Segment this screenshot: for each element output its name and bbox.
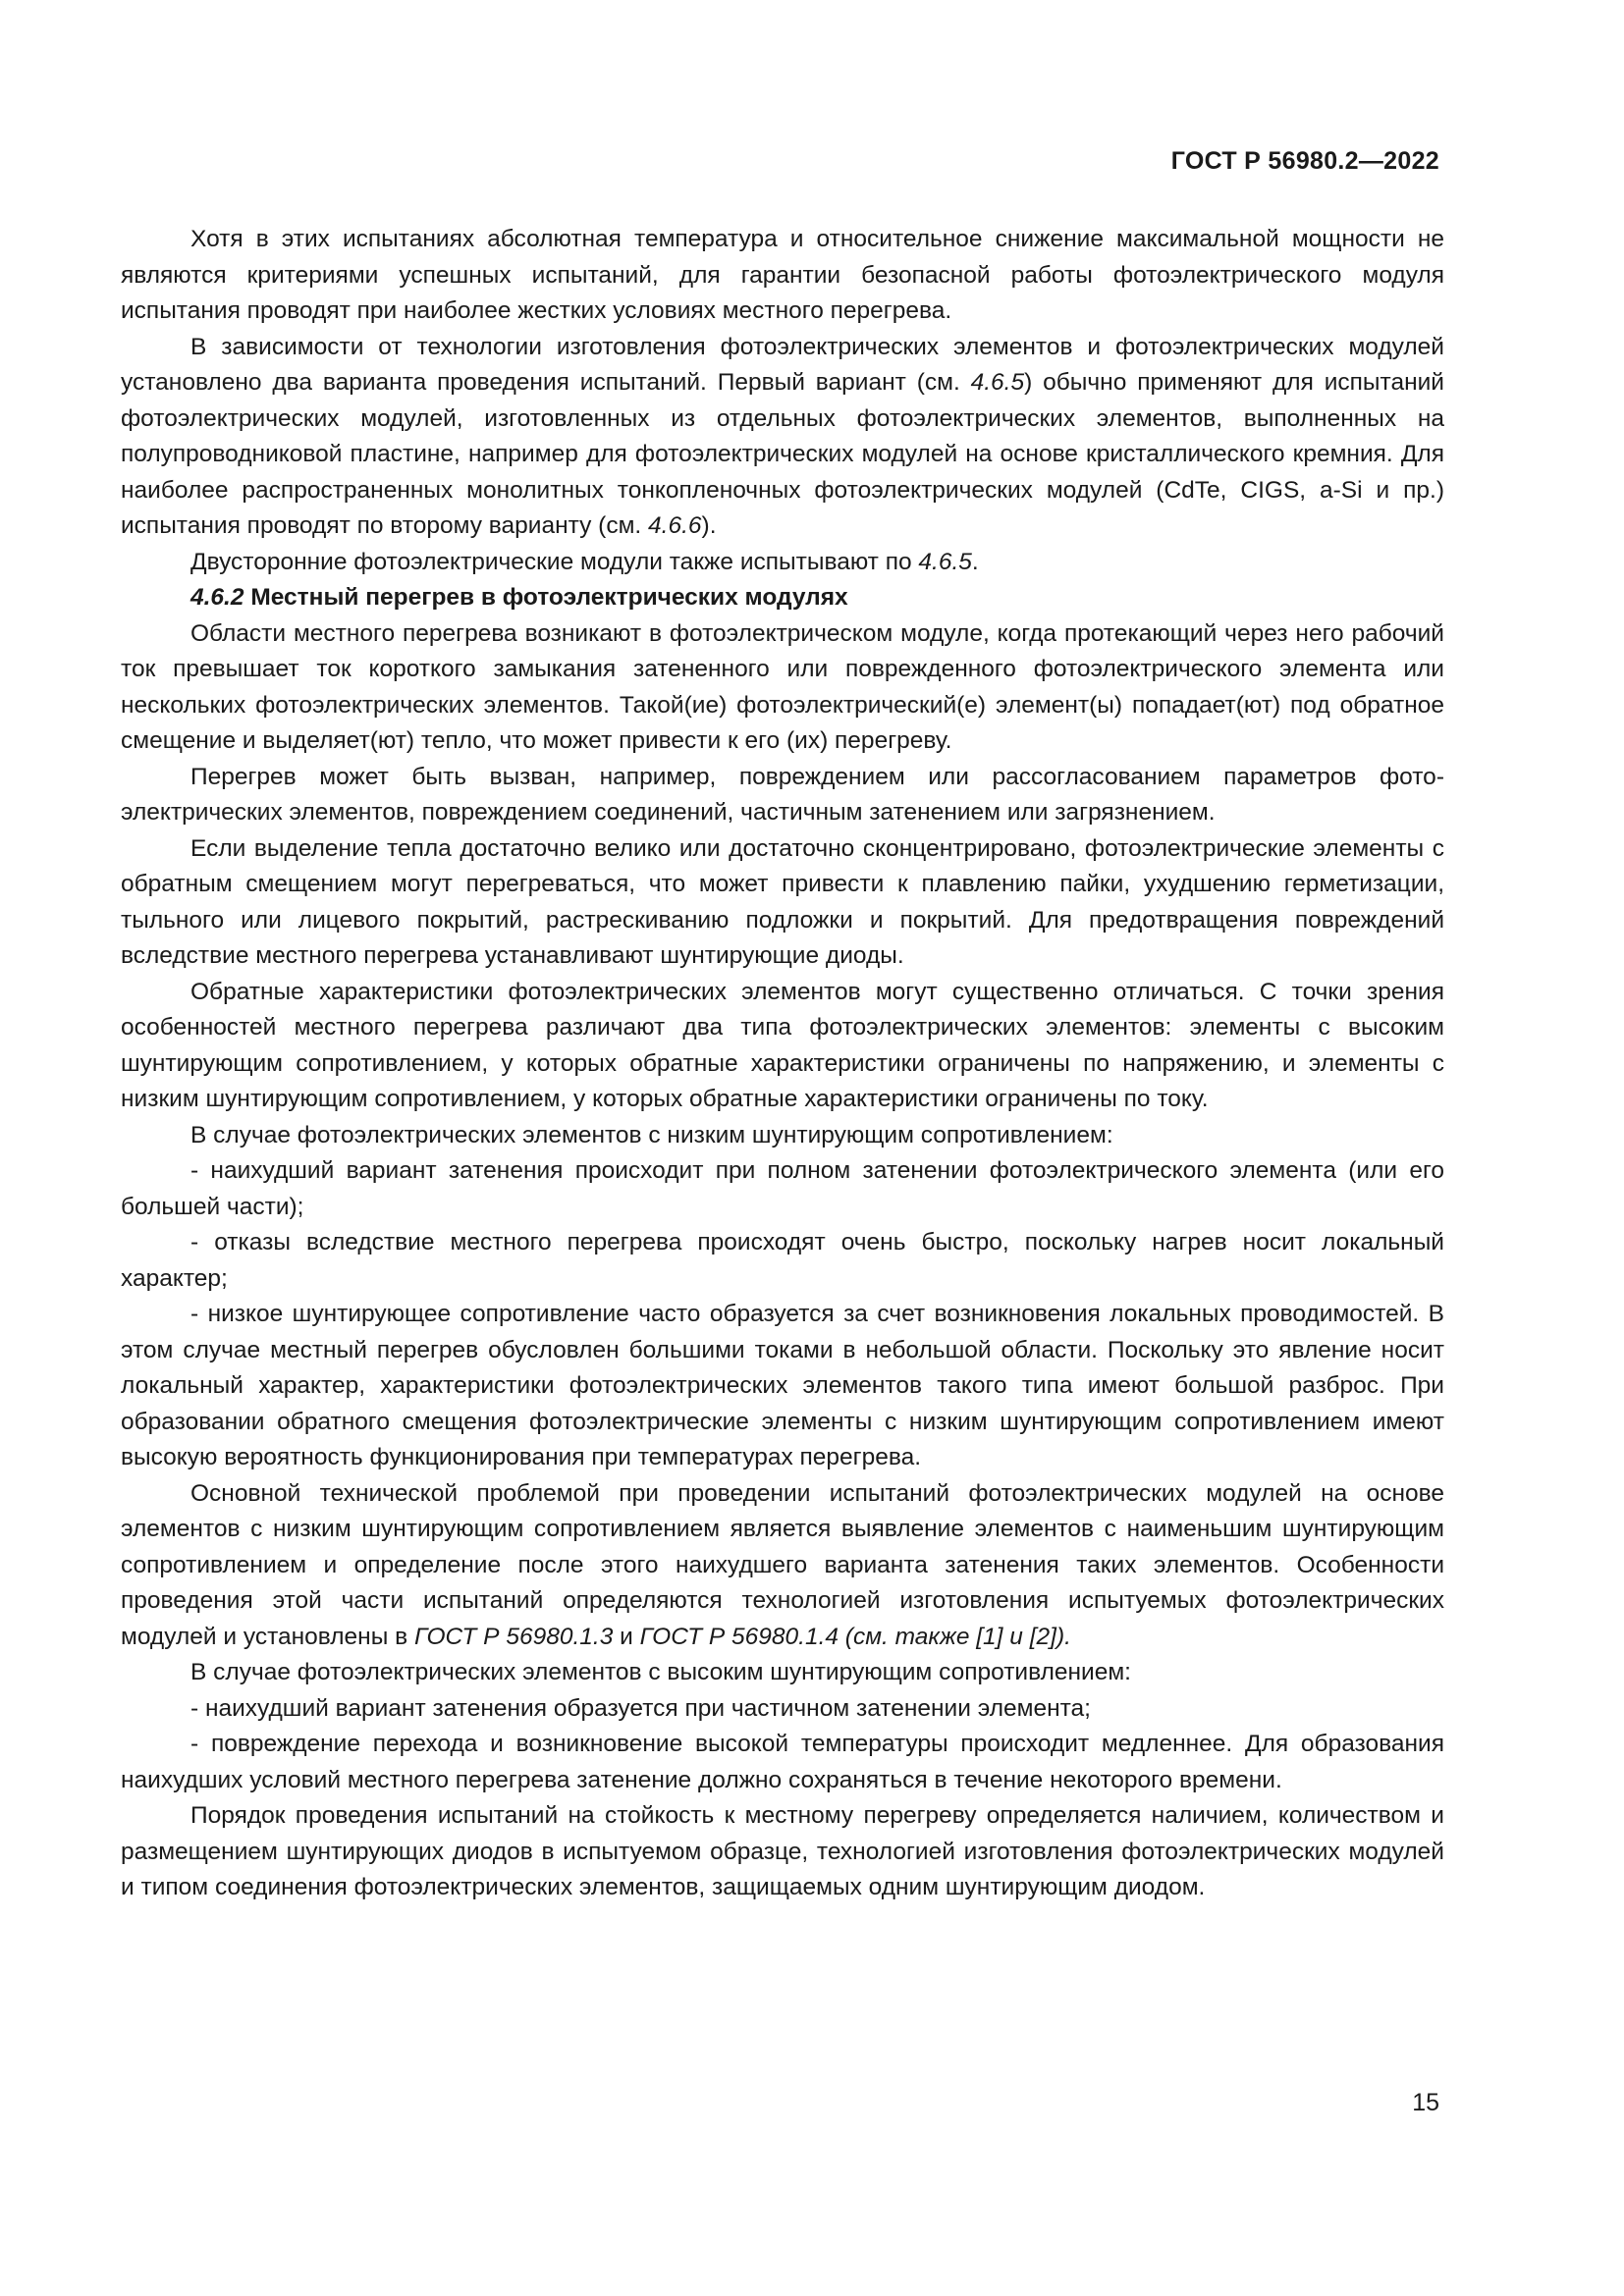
section-title: Местный перегрев в фотоэлектрических модулях [250, 584, 848, 611]
text-run: и [613, 1623, 640, 1650]
list-item: - повреждение перехода и возникновение высокой температуры происходит медленнее. Для образования наихудших условий местного перегрева затенение должно сохраняться в течение некоторого времени. [121, 1731, 1444, 1793]
paragraph [121, 545, 1444, 581]
paragraph: Если выделение тепла достаточно велико или достаточно сконцентрировано, фотоэлектрические элементы с обратным смещением могут перегреваться, что может привести к плавлению пайки, ухудшению герметизации, тыльного или лицевого покрытий, растрескиванию подложки и покрытий. Для предотвращения повреждений вследствие местного перегрева устанавливают шунтирующие диоды. [121, 834, 1444, 969]
list-item: - наихудший вариант затенения образуется при частичном затенении элемента; [190, 1694, 1091, 1722]
paragraph: Перегрев может быть вызван, например, повреждением или рассогласованием параметров фотоэлектрических элементов, повреждением соединений, частичным затенением или загрязнением. [121, 763, 1444, 826]
paragraph: Обратные характеристики фотоэлектрических элементов могут существенно отличаться. С точки зрения особенностей местного перегрева различают два типа фотоэлектрических элементов: элементы с высоким шунтирующим сопротивлением, у которых обратные характеристики ограничены по напряжению, и элементы с низким шунтирующим сопротивлением, у которых обратные характеристики ограничены по току. [121, 978, 1444, 1112]
paragraph: Хотя в этих испытаниях абсолютная температура и относительное снижение максимальной мощности не являются критериями успешных испытаний, для гарантии безопасной работы фотоэлектрического модуля испытания проводят при наиболее жестких условиях местного перегрева. [121, 226, 1444, 324]
standard-code-header: ГОСТ Р 56980.2—2022 [1170, 147, 1439, 175]
list-item: - отказы вследствие местного перегрева происходят очень быстро, поскольку нагрев носит локальный характер; [121, 1229, 1444, 1292]
paragraph: Порядок проведения испытаний на стойкость к местному перегреву определяется наличием, количеством и размещением шунтирующих диодов в испытуемом образце, технологией изготовления фотоэлектрических модулей и типом соединения фотоэлектрических элементов, защищаемых одним шунтирующим диодом. [121, 1802, 1444, 1900]
section-heading [121, 580, 1444, 616]
text-run: . [971, 548, 979, 575]
text-run: В зависимости от технологии изготовления фотоэлектрических элементов и фотоэлектрических модулей установлено два варианта проведения испытаний. Первый вариант (см. [121, 333, 1444, 396]
clause-reference: 4.6.5 [918, 548, 972, 575]
text-run: Двусторонние фотоэлектрические модули также испытывают по [190, 548, 919, 575]
paragraph: В случае фотоэлектрических элементов с низким шунтирующим сопротивлением: [190, 1121, 1113, 1148]
paragraph: Области местного перегрева возникают в фотоэлектрическом модуле, когда протекающий через него рабочий ток превышает ток короткого замыкания затененного или поврежденного фотоэлектрического элемента или нескольких фотоэлектрических элементов. Такой(ие) фотоэлектрический(е) элемент(ы) попадает(ют) под обратное смещение и выделяет(ют) тепло, что может привести к его (их) перегреву. [121, 619, 1444, 754]
clause-reference: 4.6.5 [970, 369, 1025, 396]
paragraph [121, 1476, 1444, 1656]
paragraph: В случае фотоэлектрических элементов с высоким шунтирующим сопротивлением: [190, 1659, 1131, 1685]
standard-reference: ГОСТ Р 56980.1.3 [413, 1623, 614, 1650]
text-run: ) обычно применяют для испытаний фотоэлектрических модулей, изготовленных из отдельных фотоэлектрических элементов, выполненных на полупроводниковой пластине, например для фотоэлектрических модулей на основе кристаллического кремния. Для наиболее распространенных монолитных тонкопленочных фотоэлектрических модулей (CdTe, CIGS, a-Si и пр.) испытания проводят по второму варианту (см. [121, 369, 1444, 539]
page-number: 15 [1412, 2089, 1439, 2116]
standard-reference: ГОСТ Р 56980.1.4 (см. также [1] и [2]). [639, 1623, 1071, 1650]
clause-reference: 4.6.6 [648, 512, 702, 539]
text-run: Основной технической проблемой при проведении испытаний фотоэлектрических модулей на основе элементов с низким шунтирующим сопротивлением является выявление элементов с наименьшим шунтирующим сопротивлением и определение после этого наихудшего варианта затенения таких элементов. Особенности проведения этой части испытаний определяются технологией изготовления испытуемых фотоэлектрических модулей и установлены в [121, 1479, 1444, 1650]
text-run: ). [701, 512, 717, 539]
document-body [121, 222, 1444, 1906]
list-item: - низкое шунтирующее сопротивление часто образуется за счет возникновения локальных проводимостей. В этом случае местный перегрев обусловлен большими токами в небольшой области. Поскольку это явление носит локальный характер, характеристики фотоэлектрических элементов такого типа имеют большой разброс. При образовании обратного смещения фотоэлектрические элементы с низким шунтирующим сопротивлением имеют высокую вероятность функционирования при температурах перегрева. [121, 1301, 1444, 1470]
paragraph [121, 330, 1444, 545]
list-item: - наихудший вариант затенения происходит при полном затенении фотоэлектрического элемента (или его большей части); [121, 1157, 1444, 1220]
section-number: 4.6.2 [190, 584, 244, 611]
